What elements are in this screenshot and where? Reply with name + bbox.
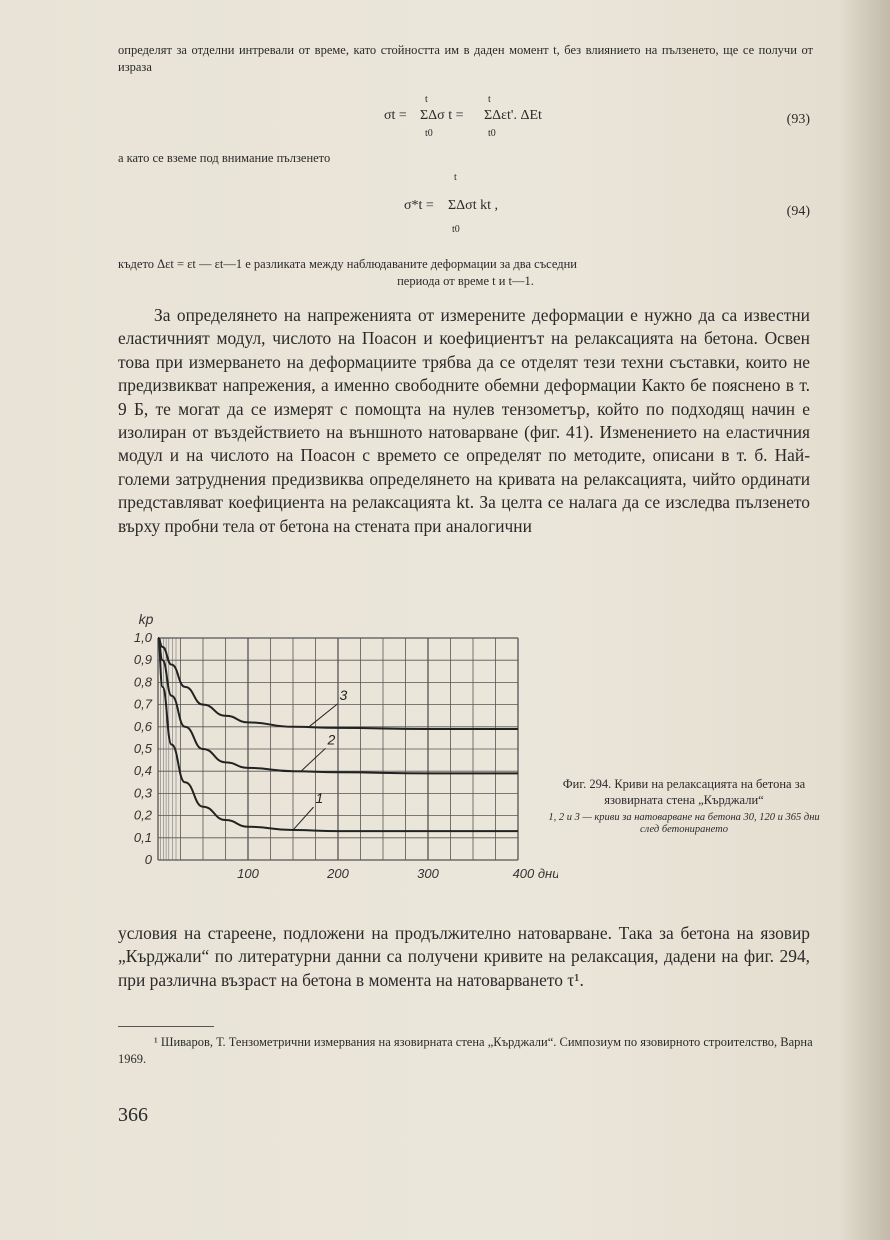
eq93-lower-limit-2: t0 [488,128,496,139]
x-tick-label: 300 [417,866,439,881]
y-tick-label: 1,0 [133,630,152,645]
curve-leader-1 [293,807,314,830]
note-creep: а като се вземе под внимание пълзенето [118,151,331,165]
figure-294 [118,606,558,886]
y-tick-label: 0,7 [133,696,152,712]
main-paragraph [118,304,810,538]
eq93-upper-limit-1: t [425,94,428,105]
eq93-lhs: σt = [384,108,407,123]
y-tick-label: 0,8 [133,674,152,690]
y-axis-label: kр [138,611,154,627]
x-tick-label: 100 [237,866,259,881]
figure-caption-title: Фиг. 294. Криви на релаксацията на бетона за язовирната стена „Кърджали“ [562,777,806,807]
eq94-upper-limit: t [454,172,457,183]
figure-caption [548,776,820,836]
eq94-lhs: σ*t = [404,198,434,213]
curve-leader-2 [301,748,326,771]
y-tick-label: 0,1 [133,829,152,845]
note-deformation [118,256,813,290]
footnote-rule [118,1026,214,1027]
note-deformation-line1: където Δεt = εt — εt—1 е разликата между наблюдаваните деформации за два съседни [118,257,577,271]
relaxation-chart [118,606,558,886]
page-edge-shadow [840,0,890,1240]
eq93-number: (93) [786,112,810,127]
note-deformation-line2: периода от време t и t—1. [397,274,534,288]
y-tick-label: 0,2 [133,807,152,823]
intro-text: определят за отделни интревали от време, като стойността им в даден момент t, без влиянието на пълзенето, ще се получи от израза [118,43,813,74]
y-tick-label: 0,9 [133,652,152,668]
curve-leader-3 [309,704,338,727]
eq94-sum: ΣΔσt kt , [448,198,498,213]
curve-label-2: 2 [327,731,336,748]
footnote: ¹ Шиваров, Т. Тензометрични измервания на язовирната стена „Кърджали“. Симпозиум по язовирното строителство, Варна 1969. [118,1035,813,1066]
figure-caption-legend: 1, 2 и 3 — криви за натоварване на бетона 30, 120 и 365 дни след бетонирането [548,812,820,835]
y-tick-label: 0,6 [133,718,152,734]
eq94-lower-limit: t0 [452,224,460,235]
y-tick-label: 0,5 [133,741,152,756]
page-number: 366 [118,1104,148,1126]
y-tick-label: 0,3 [133,785,152,801]
eq93-lower-limit-1: t0 [425,128,433,139]
curve-label-3: 3 [339,686,348,703]
x-tick-label: 200 [327,866,349,881]
second-paragraph [118,922,810,992]
x-tick-label: 400 дни [512,866,558,881]
paragraph-1: За определянето на напреженията от измерените деформации е нужно да са известни еластичният модул, числото на Поасон и коефициентът на релаксацията на бетона. Освен това при измерването на деформациите трябва да се отделят тези техни съставки, които не предизвикват напрежения, а именно свободните обемни деформации Както бе пояснено в т. 9 Б, те могат да се измерят с помощта на нулев тензометър, който по подходящ начин е изолиран от въздействието на външното натоварване (фиг. 41). Изменението на еластичния модул и на числото на Поасон с времето се определят по методите, описани в т. б. Най-големи затруднения предизвиква определянето на кривата на релаксацията, чийто ординати представляват коефициента на релаксацията kt. За целта се налага да се изследва пълзенето върху пробни тела от бетона на стената при аналогични [118,305,810,536]
eq93-sum1: ΣΔσ t = [420,108,464,123]
curve-label-1: 1 [315,790,324,807]
y-tick-label: 0,4 [133,763,152,779]
eq93-upper-limit-2: t [488,94,491,105]
eq93-sum2: ΣΔεt'. ΔEt [484,108,542,123]
y-tick-label: 0 [144,852,152,867]
eq94-number: (94) [786,204,810,219]
paragraph-2: условия на стареене, подложени на продължително натоварване. Така за бетона на язовир „Кърджали“ по литературни данни са получени кривите на релаксация, дадени на фиг. 294, при различна възраст на бетона в момента на натоварването τ¹. [118,923,810,990]
